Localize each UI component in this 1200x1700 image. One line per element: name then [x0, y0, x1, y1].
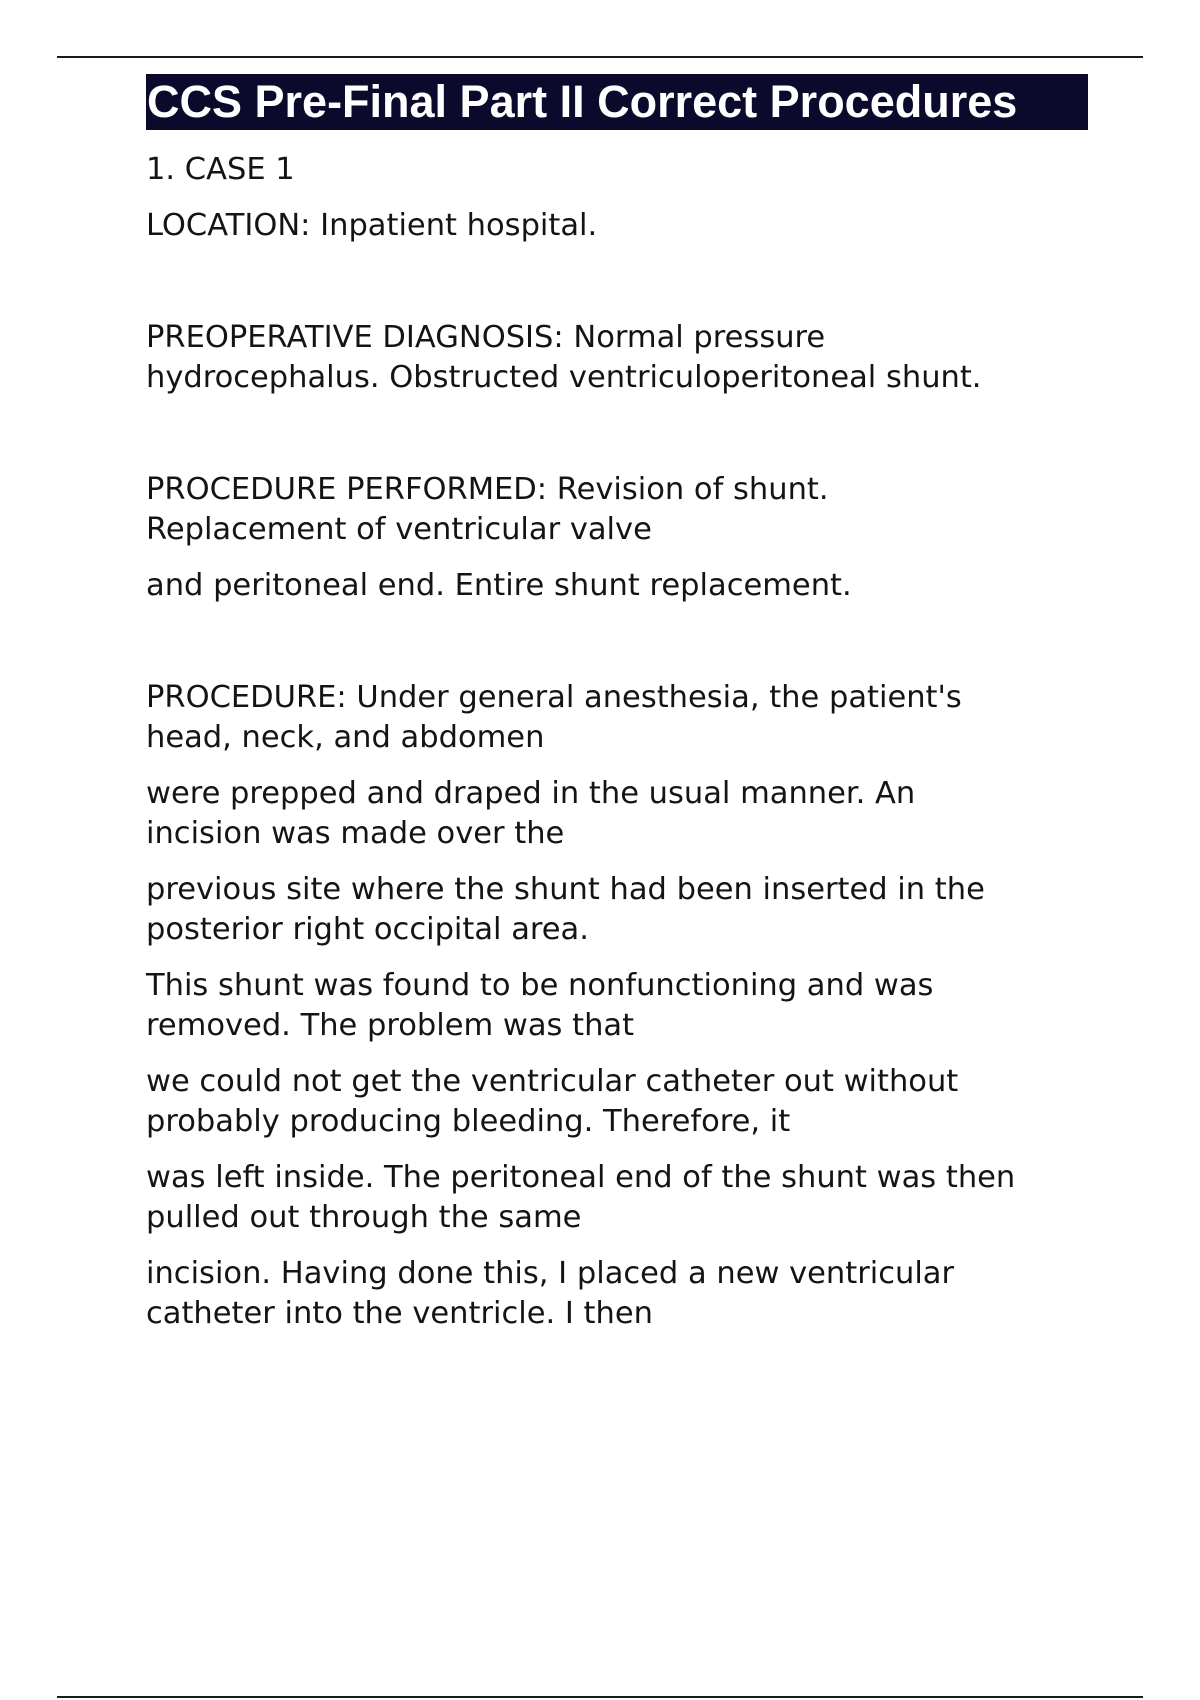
procedure-description: [146, 678, 1096, 1334]
paragraph-line: removed. The problem was that: [146, 1008, 635, 1043]
paragraph-line: This shunt was found to be nonfunctioning and was: [146, 968, 934, 1003]
top-rule: [57, 56, 1143, 58]
paragraph-line: Replacement of ventricular valve: [146, 512, 652, 547]
procedure-performed: [146, 470, 1096, 606]
document-title: CCS Pre-Final Part II Correct Procedures: [146, 74, 1088, 130]
paragraph-line: and peritoneal end. Entire shunt replacement.: [146, 568, 852, 603]
bottom-rule: [57, 1696, 1143, 1698]
case-heading: 1. CASE 1: [146, 152, 295, 187]
paragraph-line: we could not get the ventricular catheter out without: [146, 1064, 959, 1099]
location-line: LOCATION: Inpatient hospital.: [146, 208, 598, 243]
paragraph-line: hydrocephalus. Obstructed ventriculoperitoneal shunt.: [146, 360, 982, 395]
paragraph-line: catheter into the ventricle. I then: [146, 1296, 653, 1331]
paragraph-line: were prepped and draped in the usual manner. An: [146, 776, 916, 811]
paragraph-line: PREOPERATIVE DIAGNOSIS: Normal pressure: [146, 320, 826, 355]
paragraph-line: probably producing bleeding. Therefore, it: [146, 1104, 791, 1139]
paragraph-line: posterior right occipital area.: [146, 912, 589, 947]
paragraph-line: was left inside. The peritoneal end of the shunt was then: [146, 1160, 1016, 1195]
preoperative-diagnosis: [146, 318, 1096, 398]
paragraph-line: head, neck, and abdomen: [146, 720, 545, 755]
paragraph-line: PROCEDURE: Under general anesthesia, the patient's: [146, 680, 962, 715]
paragraph-line: previous site where the shunt had been inserted in the: [146, 872, 985, 907]
paragraph-line: incision was made over the: [146, 816, 565, 851]
paragraph-line: PROCEDURE PERFORMED: Revision of shunt.: [146, 472, 829, 507]
document-body: [146, 150, 1096, 1334]
paragraph-line: pulled out through the same: [146, 1200, 582, 1235]
paragraph-line: incision. Having done this, I placed a new ventricular: [146, 1256, 955, 1291]
